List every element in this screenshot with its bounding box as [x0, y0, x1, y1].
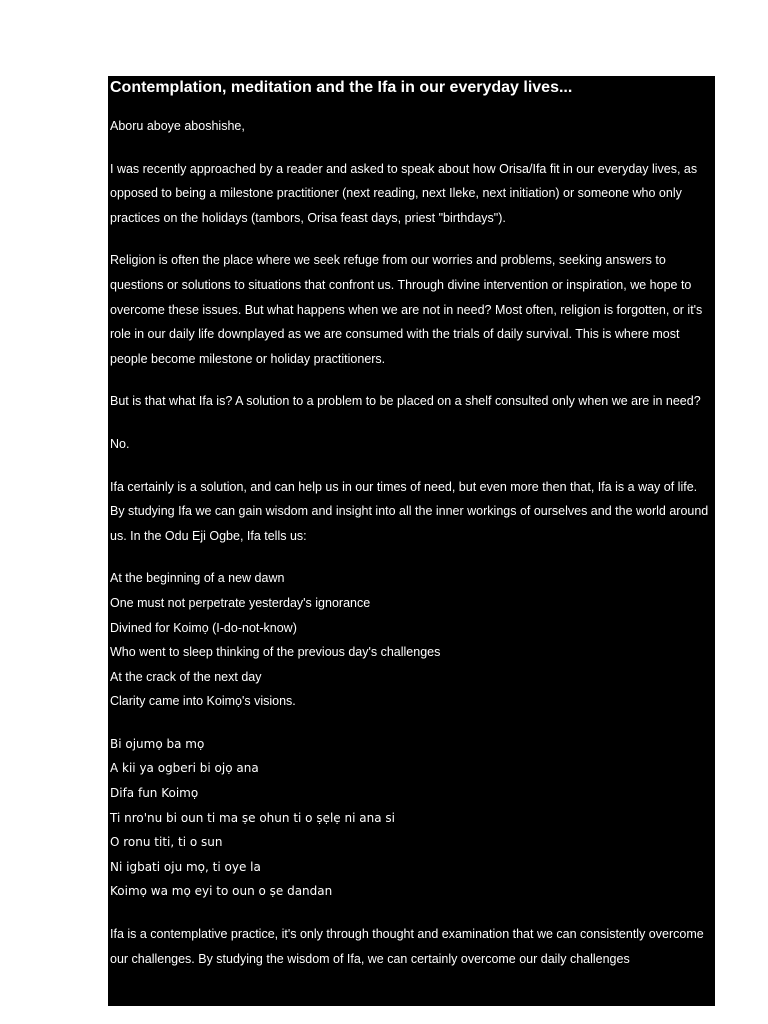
paragraph-3: But is that what Ifa is? A solution to a problem to be placed on a shelf consulted only when we are in need? — [110, 394, 701, 409]
verse-line: One must not perpetrate yesterday's ignorance — [110, 595, 371, 610]
verse-line: Difa fun Koimọ — [110, 786, 199, 801]
paragraph-1: I was recently approached by a reader and asked to speak about how Orisa/Ifa fit in our everyday lives, as opposed to being a milestone practitioner (next reading, next Ileke, next initiation) or someone who only practices on the holidays (tambors, Orisa feast days, priest "birthdays"). — [110, 161, 698, 225]
paragraph-closing: Ifa is a contemplative practice, it's only through thought and examination that we can consistently overcome our challenges. By studying the wisdom of Ifa, we can certainly overcome our daily challenges — [110, 927, 704, 966]
post-title: Contemplation, meditation and the Ifa in our everyday lives... — [110, 79, 573, 96]
verse-line: Koimọ wa mọ eyi to oun o ṣe dandan — [110, 884, 333, 899]
document-content — [108, 76, 715, 971]
paragraph-2: Religion is often the place where we seek refuge from our worries and problems, seeking answers to questions or solutions to situations that confront us. Through divine intervention or inspiration, we hope to overcome these issues. But what happens when we are not in need? Most often, religion is forgotten, or it's role in our daily life downplayed as we are consumed with the trials of daily survival. This is where most people become milestone or holiday practitioners. — [110, 253, 703, 366]
verse-line: At the beginning of a new dawn — [110, 571, 285, 586]
verse-line: A kii ya ogberi bi ojọ ana — [110, 761, 259, 776]
verse-line: Ti nro'nu bi oun ti ma ṣe ohun ti o ṣẹlẹ ni ana si — [110, 810, 395, 825]
verse-line: Bi ojumọ ba mọ — [110, 736, 205, 751]
paragraph-verse-intro: Ifa certainly is a solution, and can help us in our times of need, but even more then that, Ifa is a way of life. By studying Ifa we can gain wisdom and insight into all the inner workings of ourselves and the world around us. In the Odu Eji Ogbe, Ifa tells us: — [110, 479, 709, 543]
verse-line: O ronu titi, ti o sun — [110, 835, 223, 850]
verse-line: Ni igbati oju mọ, ti oye la — [110, 859, 261, 874]
verse-line: At the crack of the next day — [110, 669, 262, 684]
paragraph-no: No. — [110, 436, 130, 451]
verse-line: Clarity came into Koimọ's visions. — [110, 694, 296, 709]
verse-yoruba — [110, 732, 713, 904]
verse-line: Who went to sleep thinking of the previous day's challenges — [110, 645, 441, 660]
document-block — [108, 76, 715, 1006]
greeting: Aboru aboye aboshishe, — [110, 119, 245, 133]
verse-line: Divined for Koimọ (I-do-not-know) — [110, 620, 297, 635]
verse-english — [110, 566, 713, 714]
